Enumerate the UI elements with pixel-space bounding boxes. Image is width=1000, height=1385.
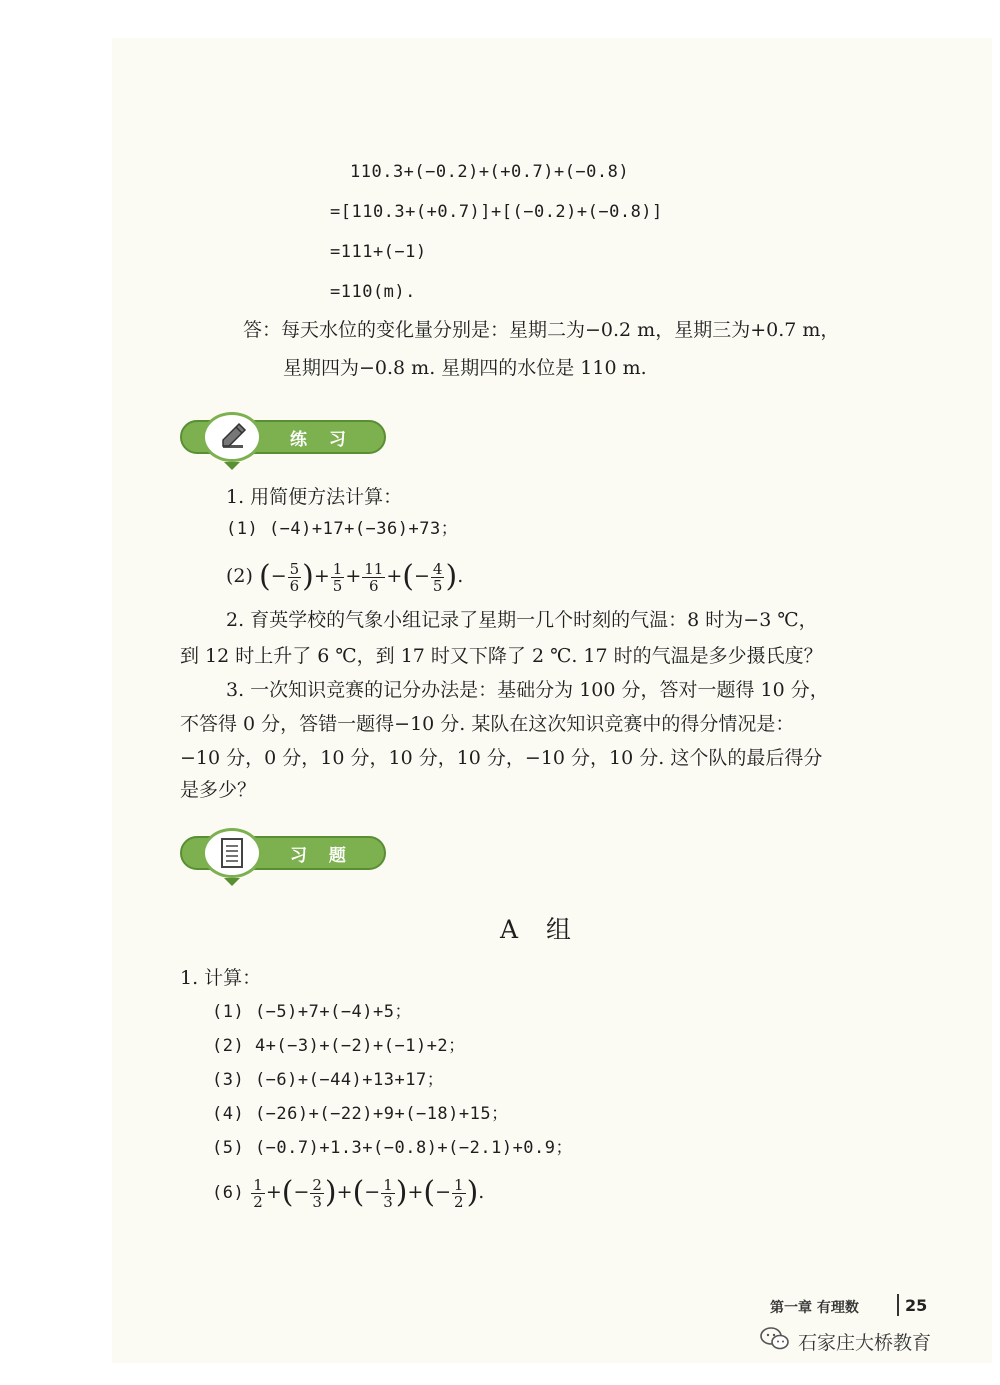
practice-q3-line-4: 是多少？ (180, 779, 257, 801)
exercise-item: (3) (−6)+(−44)+13+17； (212, 1070, 445, 1090)
exercise-item: (5) (−0.7)+1.3+(−0.8)+(−2.1)+0.9； (212, 1138, 574, 1158)
fraction: $\frac{1}{2}$ (253, 1175, 263, 1211)
chapter-label: 第一章 有理数 (770, 1300, 859, 1316)
exercise-item: (4) (−26)+(−22)+9+(−18)+15； (212, 1104, 509, 1124)
fraction: $\frac{2}{3}$ (312, 1175, 322, 1211)
exercises-banner (180, 836, 386, 880)
sign: − (414, 565, 430, 587)
practice-q1-a: (1) (−4)+17+(−36)+73； (226, 519, 459, 539)
sign: − (364, 1181, 381, 1203)
exercises-q1-title: 1. 计算： (180, 967, 262, 989)
fraction: $\frac{1}{2}$ (454, 1175, 464, 1211)
pencil-icon (202, 412, 262, 462)
answer-line-1: 答：每天水位的变化量分别是：星期二为−0.2 m，星期三为+0.7 m， (243, 319, 840, 341)
sign: − (293, 1181, 310, 1203)
fraction: $\frac{1}{5}$ (332, 559, 343, 595)
notebook-icon (202, 828, 262, 878)
practice-q1-b: (2) (− $\frac{5}{6}$ )+ $\frac{1}{5}$ + $\frac{11}{6}$ +(− $\frac{4}{5}$ ). (226, 559, 464, 595)
exercise-item: (1) (−5)+7+(−4)+5； (212, 1002, 412, 1022)
practice-q3-line-1: 3. 一次知识竞赛的记分办法是：基础分为 100 分，答对一题得 10 分， (226, 679, 829, 701)
practice-q1-title: 1. 用简便方法计算： (226, 486, 403, 508)
practice-q2-line-2: 到 12 时上升了 6 ℃，到 17 时又下降了 2 ℃. 17 时的气温是多少摄氏度？ (180, 645, 823, 667)
fraction: $\frac{11}{6}$ (364, 559, 384, 595)
item-label: (6) (212, 1183, 245, 1203)
calc-line-3: =111+(−1) (330, 242, 427, 262)
fraction: $\frac{1}{3}$ (383, 1175, 393, 1211)
wechat-icon (760, 1326, 790, 1356)
exercise-item-6: (6) $\frac{1}{2}$ +(− $\frac{2}{3}$ )+(− $\frac{1}{3}$ )+(− $\frac{1}{2}$ ). (212, 1175, 485, 1211)
calc-line-1: 110.3+(−0.2)+(+0.7)+(−0.8) (350, 162, 630, 182)
banner-pointer (224, 462, 240, 470)
practice-q3-line-3: −10 分，0 分，10 分，10 分，10 分，−10 分，10 分. 这个队的最后得分 (180, 747, 823, 769)
practice-q1-b-label: (2) (226, 565, 253, 587)
practice-q3-line-2: 不答得 0 分，答错一题得−10 分. 某队在这次知识竞赛中的得分情况是： (180, 713, 795, 735)
practice-q2-line-1: 2. 育英学校的气象小组记录了星期一几个时刻的气温：8 时为−3 ℃， (226, 609, 818, 631)
sign: − (270, 565, 287, 587)
exercise-item: (2) 4+(−3)+(−2)+(−1)+2； (212, 1036, 466, 1056)
practice-banner (180, 420, 386, 464)
group-a-title: A 组 (500, 915, 582, 944)
practice-banner-label: 练 习 (290, 430, 354, 450)
banner-pointer (224, 878, 240, 886)
watermark-text: 石家庄大桥教育 (798, 1331, 932, 1354)
fraction: $\frac{4}{5}$ (432, 559, 443, 595)
answer-line-2: 星期四为−0.8 m. 星期四的水位是 110 m. (283, 357, 647, 379)
footer-divider (897, 1294, 899, 1316)
calc-line-4: =110(m). (330, 282, 416, 302)
fraction: $\frac{5}{6}$ (289, 559, 300, 595)
sign: − (435, 1181, 452, 1203)
page-number: 25 (905, 1296, 928, 1315)
watermark (760, 1326, 931, 1356)
exercises-banner-label: 习 题 (290, 846, 354, 866)
calc-line-2: =[110.3+(+0.7)]+[(−0.2)+(−0.8)] (330, 202, 663, 222)
